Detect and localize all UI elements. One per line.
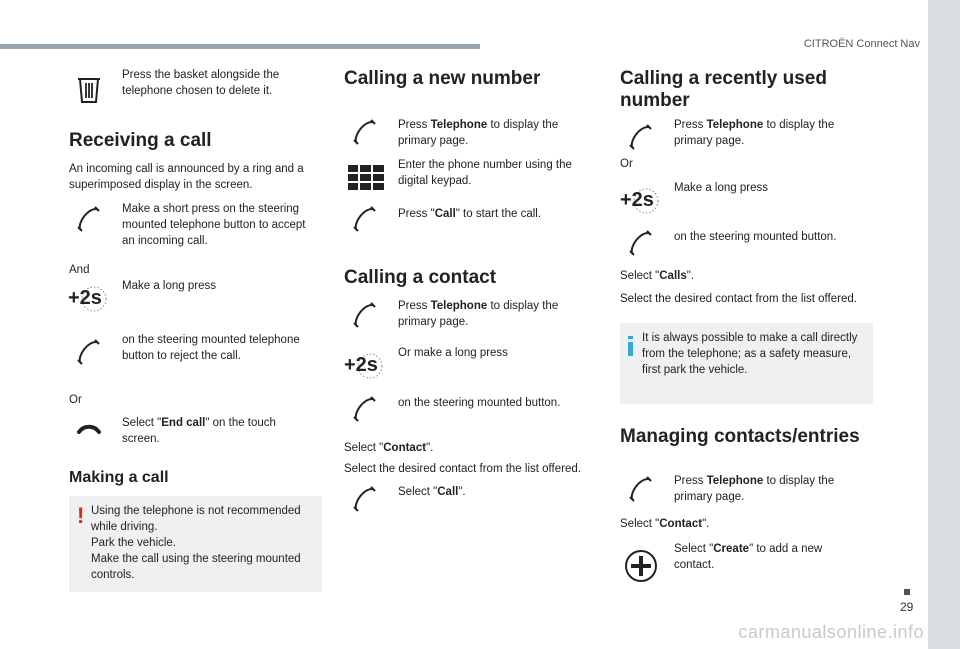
contact-select-desired: Select the desired contact from the list offered. <box>344 463 581 475</box>
trash-icon <box>70 70 108 108</box>
info-text: It is always possible to make a call directly from the telephone; as a safety measure, first park the vehicle. <box>642 332 858 376</box>
receiving-intro: An incoming call is announced by a ring and a superimposed display in the screen. <box>69 163 304 191</box>
and-label: And <box>69 264 90 276</box>
end-call-icon <box>70 412 108 450</box>
watermark: carmanualsonline.info <box>738 622 924 642</box>
new-number-step2: Enter the phone number using the digital keypad. <box>398 159 572 187</box>
phone-icon <box>346 296 384 334</box>
header-rule <box>0 44 480 49</box>
recent-step1: Press Telephone to display the primary page. <box>674 119 835 147</box>
long-press-label: +2s <box>620 189 654 211</box>
phone-icon <box>346 113 384 151</box>
recent-select-desired: Select the desired contact from the list offered. <box>620 293 857 305</box>
warning-note <box>69 496 322 592</box>
phone-icon <box>346 390 384 428</box>
info-note <box>620 323 873 404</box>
new-number-heading: Calling a new number <box>344 68 541 89</box>
contact-select: Select "Contact". <box>344 442 434 454</box>
or-label: Or <box>69 394 82 406</box>
managing-step1: Press Telephone to display the primary page. <box>674 475 835 503</box>
page-edge-tab <box>928 0 960 649</box>
long-press-label: +2s <box>68 287 102 309</box>
keypad-icon <box>347 161 385 199</box>
add-circle-icon <box>622 547 660 585</box>
contact-step3: on the steering mounted button. <box>398 397 561 409</box>
receiving-step3: on the steering mounted telephone button to reject the call. <box>122 334 300 362</box>
warning-icon: ! <box>77 503 85 528</box>
contact-step1: Press Telephone to display the primary page. <box>398 300 559 328</box>
phone-icon <box>622 118 660 156</box>
receiving-step4: Select "End call" on the touch screen. <box>122 417 276 445</box>
phone-icon <box>346 480 384 518</box>
info-icon <box>628 342 633 356</box>
recent-step3: on the steering mounted button. <box>674 231 837 243</box>
phone-pickup-icon <box>70 200 108 238</box>
recent-select: Select "Calls". <box>620 270 695 282</box>
warning-text: Using the telephone is not recommended while driving. Park the vehicle. Make the call using the steering mounted controls. <box>91 505 301 581</box>
making-heading: Making a call <box>69 469 169 486</box>
phone-icon <box>346 200 384 238</box>
contact-step2: Or make a long press <box>398 347 508 359</box>
info-icon-dot <box>628 336 633 339</box>
long-press-label: +2s <box>344 354 378 376</box>
contact-heading: Calling a contact <box>344 267 497 288</box>
managing-select: Select "Contact". <box>620 518 710 530</box>
receiving-step2: Make a long press <box>122 280 216 292</box>
page-marker <box>904 589 910 595</box>
new-number-step3: Press "Call" to start the call. <box>398 208 542 220</box>
receiving-heading: Receiving a call <box>69 130 212 151</box>
phone-icon <box>622 224 660 262</box>
new-number-step1: Press Telephone to display the primary page. <box>398 119 559 147</box>
recent-step2: Make a long press <box>674 182 768 194</box>
long-press-2s-icon <box>618 187 662 215</box>
phone-icon <box>70 333 108 371</box>
receiving-step1: Make a short press on the steering mounted telephone button to accept an incoming call. <box>122 203 306 247</box>
recent-heading: Calling a recently used number <box>620 68 827 111</box>
phone-icon <box>622 470 660 508</box>
managing-heading: Managing contacts/entries <box>620 426 860 447</box>
recent-or-label: Or <box>620 158 633 170</box>
page-number: 29 <box>900 600 914 614</box>
page-header-title: CITROËN Connect Nav <box>803 38 920 50</box>
contact-step4: Select "Call". <box>398 486 466 498</box>
delete-text: Press the basket alongside the telephone chosen to delete it. <box>122 69 280 97</box>
managing-step2: Select "Create" to add a new contact. <box>674 543 823 571</box>
long-press-2s-icon <box>66 285 110 313</box>
long-press-2s-icon <box>342 352 386 380</box>
